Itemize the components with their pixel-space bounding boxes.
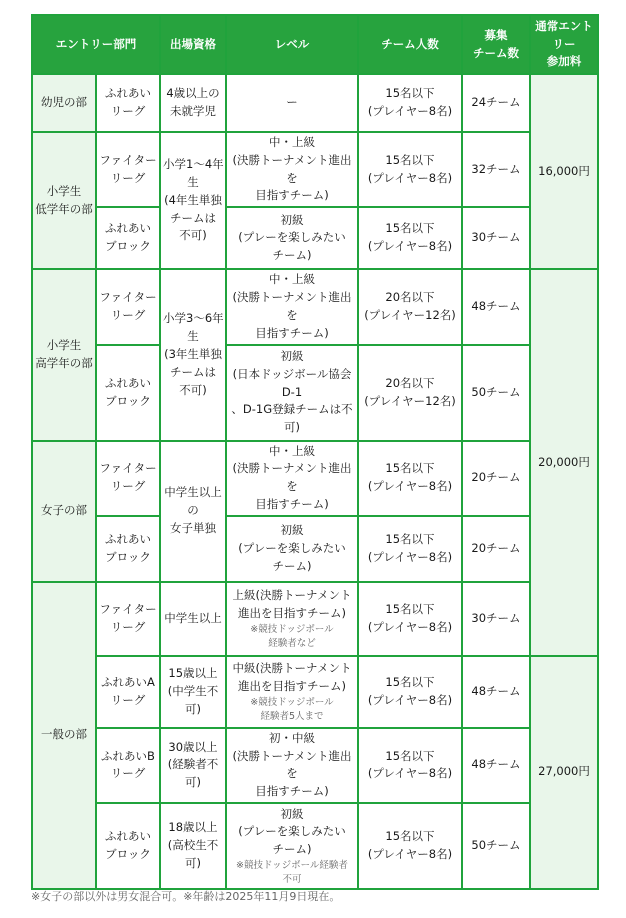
qualification-cell: [160, 582, 226, 656]
header-category: エントリー部門: [32, 15, 160, 74]
cell-line: 目指すチーム): [255, 496, 329, 511]
cell-line: (プレイヤー12名): [364, 393, 456, 408]
teams-cell: 48チーム: [462, 656, 530, 728]
members-cell: [358, 803, 462, 889]
cell-line: ふれあい: [105, 221, 151, 236]
cell-line: (プレイヤー8名): [367, 239, 453, 254]
header-members: チーム人数: [358, 15, 462, 74]
header-qualification: 出場資格: [160, 15, 226, 74]
cell-line: 18歳以上: [168, 820, 218, 835]
footnote: ※女子の部以外は男女混合可。※年齢は2025年11月9日現在。: [31, 890, 341, 903]
qualification-cell: [160, 803, 226, 889]
cell-line: 進出を目指すチーム): [238, 605, 346, 620]
cell-line: (プレイヤー12名): [364, 307, 456, 322]
cell-line: 不可): [179, 382, 207, 397]
table-row: [32, 803, 598, 889]
level-note: 経験者など: [268, 637, 316, 649]
members-cell: [358, 656, 462, 728]
table-row: [32, 132, 598, 207]
cell-line: 中・上級: [269, 443, 315, 458]
qualification-cell: [160, 132, 226, 269]
qualification-cell: [160, 74, 226, 132]
cell-line: チームは: [170, 210, 216, 225]
cell-line: 中級(決勝トーナメント: [232, 661, 352, 676]
cell-line: を: [286, 479, 298, 494]
cell-line: 高学年の部: [35, 355, 93, 370]
table-row: [32, 269, 598, 344]
cell-line: (決勝トーナメント進出: [232, 152, 352, 167]
level-cell: [226, 207, 358, 269]
cell-line: ファイター: [99, 290, 157, 305]
cell-line: 女子の部: [41, 503, 87, 518]
cell-line: (プレイヤー8名): [367, 170, 453, 185]
cell-line: 15歳以上: [168, 666, 218, 681]
cell-line: (4年生単独: [164, 192, 222, 207]
cell-line: 中・上級: [269, 272, 315, 287]
cell-line: 初級: [280, 212, 304, 227]
teams-cell: 32チーム: [462, 132, 530, 207]
header-recruit: 募集 チーム数: [462, 15, 530, 74]
cell-line: 初級: [280, 523, 304, 538]
cell-line: (中学生不: [167, 683, 219, 698]
cell-line: 初級: [280, 348, 304, 363]
members-cell: [358, 516, 462, 582]
cell-line: 低学年の部: [35, 201, 93, 216]
members-cell: [358, 345, 462, 441]
cell-line: ふれあい: [105, 375, 151, 390]
level-note: 不可: [282, 873, 302, 885]
cell-line: ふれあい: [105, 86, 151, 101]
cell-line: ブロック: [105, 239, 151, 254]
teams-cell: 50チーム: [462, 345, 530, 441]
table-row: [32, 207, 598, 269]
cell-line: の: [187, 503, 199, 518]
level-cell: [226, 656, 358, 728]
cell-line: (プレイヤー8名): [367, 692, 453, 707]
table-body: [32, 74, 598, 889]
cell-line: (決勝トーナメント進出: [232, 461, 352, 476]
qualification-cell: [160, 269, 226, 440]
teams-cell: 48チーム: [462, 269, 530, 344]
cell-line: 目指すチーム): [255, 325, 329, 340]
cell-line: 中・上級: [269, 135, 315, 149]
cell-line: 15名以下: [385, 601, 435, 616]
category-cell: [32, 269, 96, 440]
cell-line: (プレイヤー8名): [367, 619, 453, 634]
level-cell: [226, 803, 358, 889]
table-row: [32, 582, 598, 656]
division-cell: [96, 803, 160, 889]
cell-line: 中学生以上: [164, 610, 222, 625]
cell-line: 15名以下: [385, 674, 435, 689]
division-cell: [96, 441, 160, 516]
cell-line: 15名以下: [385, 221, 435, 236]
cell-line: を: [286, 766, 298, 781]
level-note: 経験者5人まで: [260, 710, 324, 722]
cell-line: 目指すチーム): [255, 784, 329, 799]
division-cell: [96, 74, 160, 132]
cell-line: 、D-1G登録チームは不: [231, 402, 353, 417]
members-cell: [358, 269, 462, 344]
division-cell: [96, 656, 160, 728]
cell-line: を: [286, 170, 298, 185]
cell-line: (決勝トーナメント進出: [232, 748, 352, 763]
cell-line: 中学生以上: [164, 485, 222, 500]
teams-cell: 30チーム: [462, 207, 530, 269]
level-cell: [226, 345, 358, 441]
cell-line: (プレーを楽しみたい: [238, 540, 346, 555]
level-cell: [226, 728, 358, 803]
table-row: [32, 345, 598, 441]
level-cell: [226, 132, 358, 207]
members-cell: [358, 582, 462, 656]
cell-line: 可): [185, 701, 201, 716]
teams-cell: 30チーム: [462, 582, 530, 656]
category-cell: [32, 582, 96, 889]
division-cell: [96, 728, 160, 803]
cell-line: 可): [284, 420, 300, 435]
qualification-cell: [160, 441, 226, 582]
header-row: [32, 15, 598, 74]
teams-cell: 20チーム: [462, 516, 530, 582]
fee-cell: 20,000円: [530, 269, 598, 656]
cell-line: ファイター: [99, 601, 157, 616]
cell-line: (プレイヤー8名): [367, 479, 453, 494]
cell-line: 上級(決勝トーナメント: [232, 588, 352, 603]
cell-line: 生: [187, 174, 199, 189]
table-header: [32, 15, 598, 74]
category-cell: [32, 441, 96, 582]
cell-line: 一般の部: [41, 727, 87, 742]
cell-line: (プレイヤー8名): [367, 766, 453, 781]
teams-cell: 50チーム: [462, 803, 530, 889]
cell-line: チーム): [272, 248, 312, 263]
cell-line: (プレイヤー8名): [367, 847, 453, 861]
division-cell: [96, 207, 160, 269]
cell-line: 生: [187, 329, 199, 344]
cell-line: 20名以下: [385, 375, 435, 390]
cell-line: 小学生: [46, 183, 82, 198]
cell-line: 目指すチーム): [255, 188, 329, 203]
members-cell: [358, 207, 462, 269]
level-cell: [226, 516, 358, 582]
cell-line: 15名以下: [385, 748, 435, 763]
level-note: ※競技ドッジボール経験者: [236, 859, 348, 871]
division-cell: [96, 132, 160, 207]
members-cell: [358, 74, 462, 132]
cell-line: 未就学児: [170, 104, 216, 118]
cell-line: (プレーを楽しみたい: [238, 230, 346, 245]
table-row: [32, 656, 598, 728]
table-row: [32, 441, 598, 516]
level-cell: [226, 582, 358, 656]
cell-line: 不可): [179, 228, 207, 243]
table-row: [32, 74, 598, 132]
cell-line: チーム): [272, 842, 312, 857]
category-cell: [32, 74, 96, 132]
cell-line: (高校生不: [167, 838, 219, 853]
cell-line: D-1: [281, 384, 303, 399]
cell-line: ふれあい: [105, 531, 151, 546]
cell-line: (3年生単独: [164, 346, 222, 361]
cell-line: ファイター: [99, 461, 157, 476]
cell-line: (経験者不: [167, 757, 219, 772]
fee-cell: 27,000円: [530, 656, 598, 889]
cell-line: チーム): [272, 558, 312, 573]
division-cell: [96, 345, 160, 441]
cell-line: 可): [185, 775, 201, 790]
level-cell: [226, 74, 358, 132]
header-level: レベル: [226, 15, 358, 74]
cell-line: ブロック: [105, 847, 151, 861]
level-note: ※競技ドッジボール: [250, 623, 334, 635]
cell-line: 初・中級: [269, 730, 315, 745]
cell-line: (日本ドッジボール協会: [232, 366, 352, 381]
teams-cell: 48チーム: [462, 728, 530, 803]
cell-line: 幼児の部: [41, 95, 87, 110]
category-cell: [32, 132, 96, 269]
members-cell: [358, 132, 462, 207]
cell-line: リーグ: [110, 479, 146, 494]
teams-cell: 20チーム: [462, 441, 530, 516]
level-cell: [226, 269, 358, 344]
cell-line: (プレーを楽しみたい: [238, 824, 346, 839]
table-row: [32, 516, 598, 582]
cell-line: リーグ: [110, 692, 146, 707]
cell-line: 小学1〜4年: [163, 157, 224, 172]
cell-line: ふれあいA: [101, 674, 155, 689]
cell-line: 15名以下: [385, 531, 435, 546]
cell-line: 30歳以上: [168, 739, 218, 754]
level-note: ※競技ドッジボール: [250, 696, 334, 708]
qualification-cell: [160, 728, 226, 803]
cell-line: (プレイヤー8名): [367, 549, 453, 564]
division-cell: [96, 516, 160, 582]
cell-line: ブロック: [105, 549, 151, 564]
cell-line: 15名以下: [385, 86, 435, 101]
cell-line: 進出を目指すチーム): [238, 678, 346, 693]
cell-line: 小学3〜6年: [163, 311, 224, 326]
entry-table: [31, 14, 599, 890]
cell-line: 15名以下: [385, 829, 435, 844]
cell-line: ー: [286, 95, 298, 110]
cell-line: 15名以下: [385, 152, 435, 167]
qualification-cell: [160, 656, 226, 728]
cell-line: ふれあいB: [101, 748, 155, 763]
cell-line: ファイター: [99, 152, 157, 167]
cell-line: 15名以下: [385, 461, 435, 476]
cell-line: (プレイヤー8名): [367, 104, 453, 118]
cell-line: 4歳以上の: [166, 86, 220, 101]
cell-line: ふれあい: [105, 829, 151, 844]
cell-line: リーグ: [110, 619, 146, 634]
cell-line: 小学生: [46, 338, 82, 353]
members-cell: [358, 441, 462, 516]
members-cell: [358, 728, 462, 803]
cell-line: リーグ: [110, 766, 146, 781]
table-row: [32, 728, 598, 803]
cell-line: 女子単独: [170, 521, 216, 536]
level-cell: [226, 441, 358, 516]
cell-line: 20名以下: [385, 290, 435, 305]
cell-line: リーグ: [110, 170, 146, 185]
fee-cell: 16,000円: [530, 74, 598, 269]
cell-line: 初級: [280, 806, 304, 821]
cell-line: リーグ: [110, 307, 146, 322]
cell-line: リーグ: [110, 104, 146, 118]
header-fee: 通常エント リー 参加料: [530, 15, 598, 74]
teams-cell: 24チーム: [462, 74, 530, 132]
cell-line: を: [286, 307, 298, 322]
cell-line: (決勝トーナメント進出: [232, 290, 352, 305]
cell-line: 可): [185, 855, 201, 870]
division-cell: [96, 582, 160, 656]
cell-line: ブロック: [105, 393, 151, 408]
division-cell: [96, 269, 160, 344]
cell-line: チームは: [170, 364, 216, 379]
